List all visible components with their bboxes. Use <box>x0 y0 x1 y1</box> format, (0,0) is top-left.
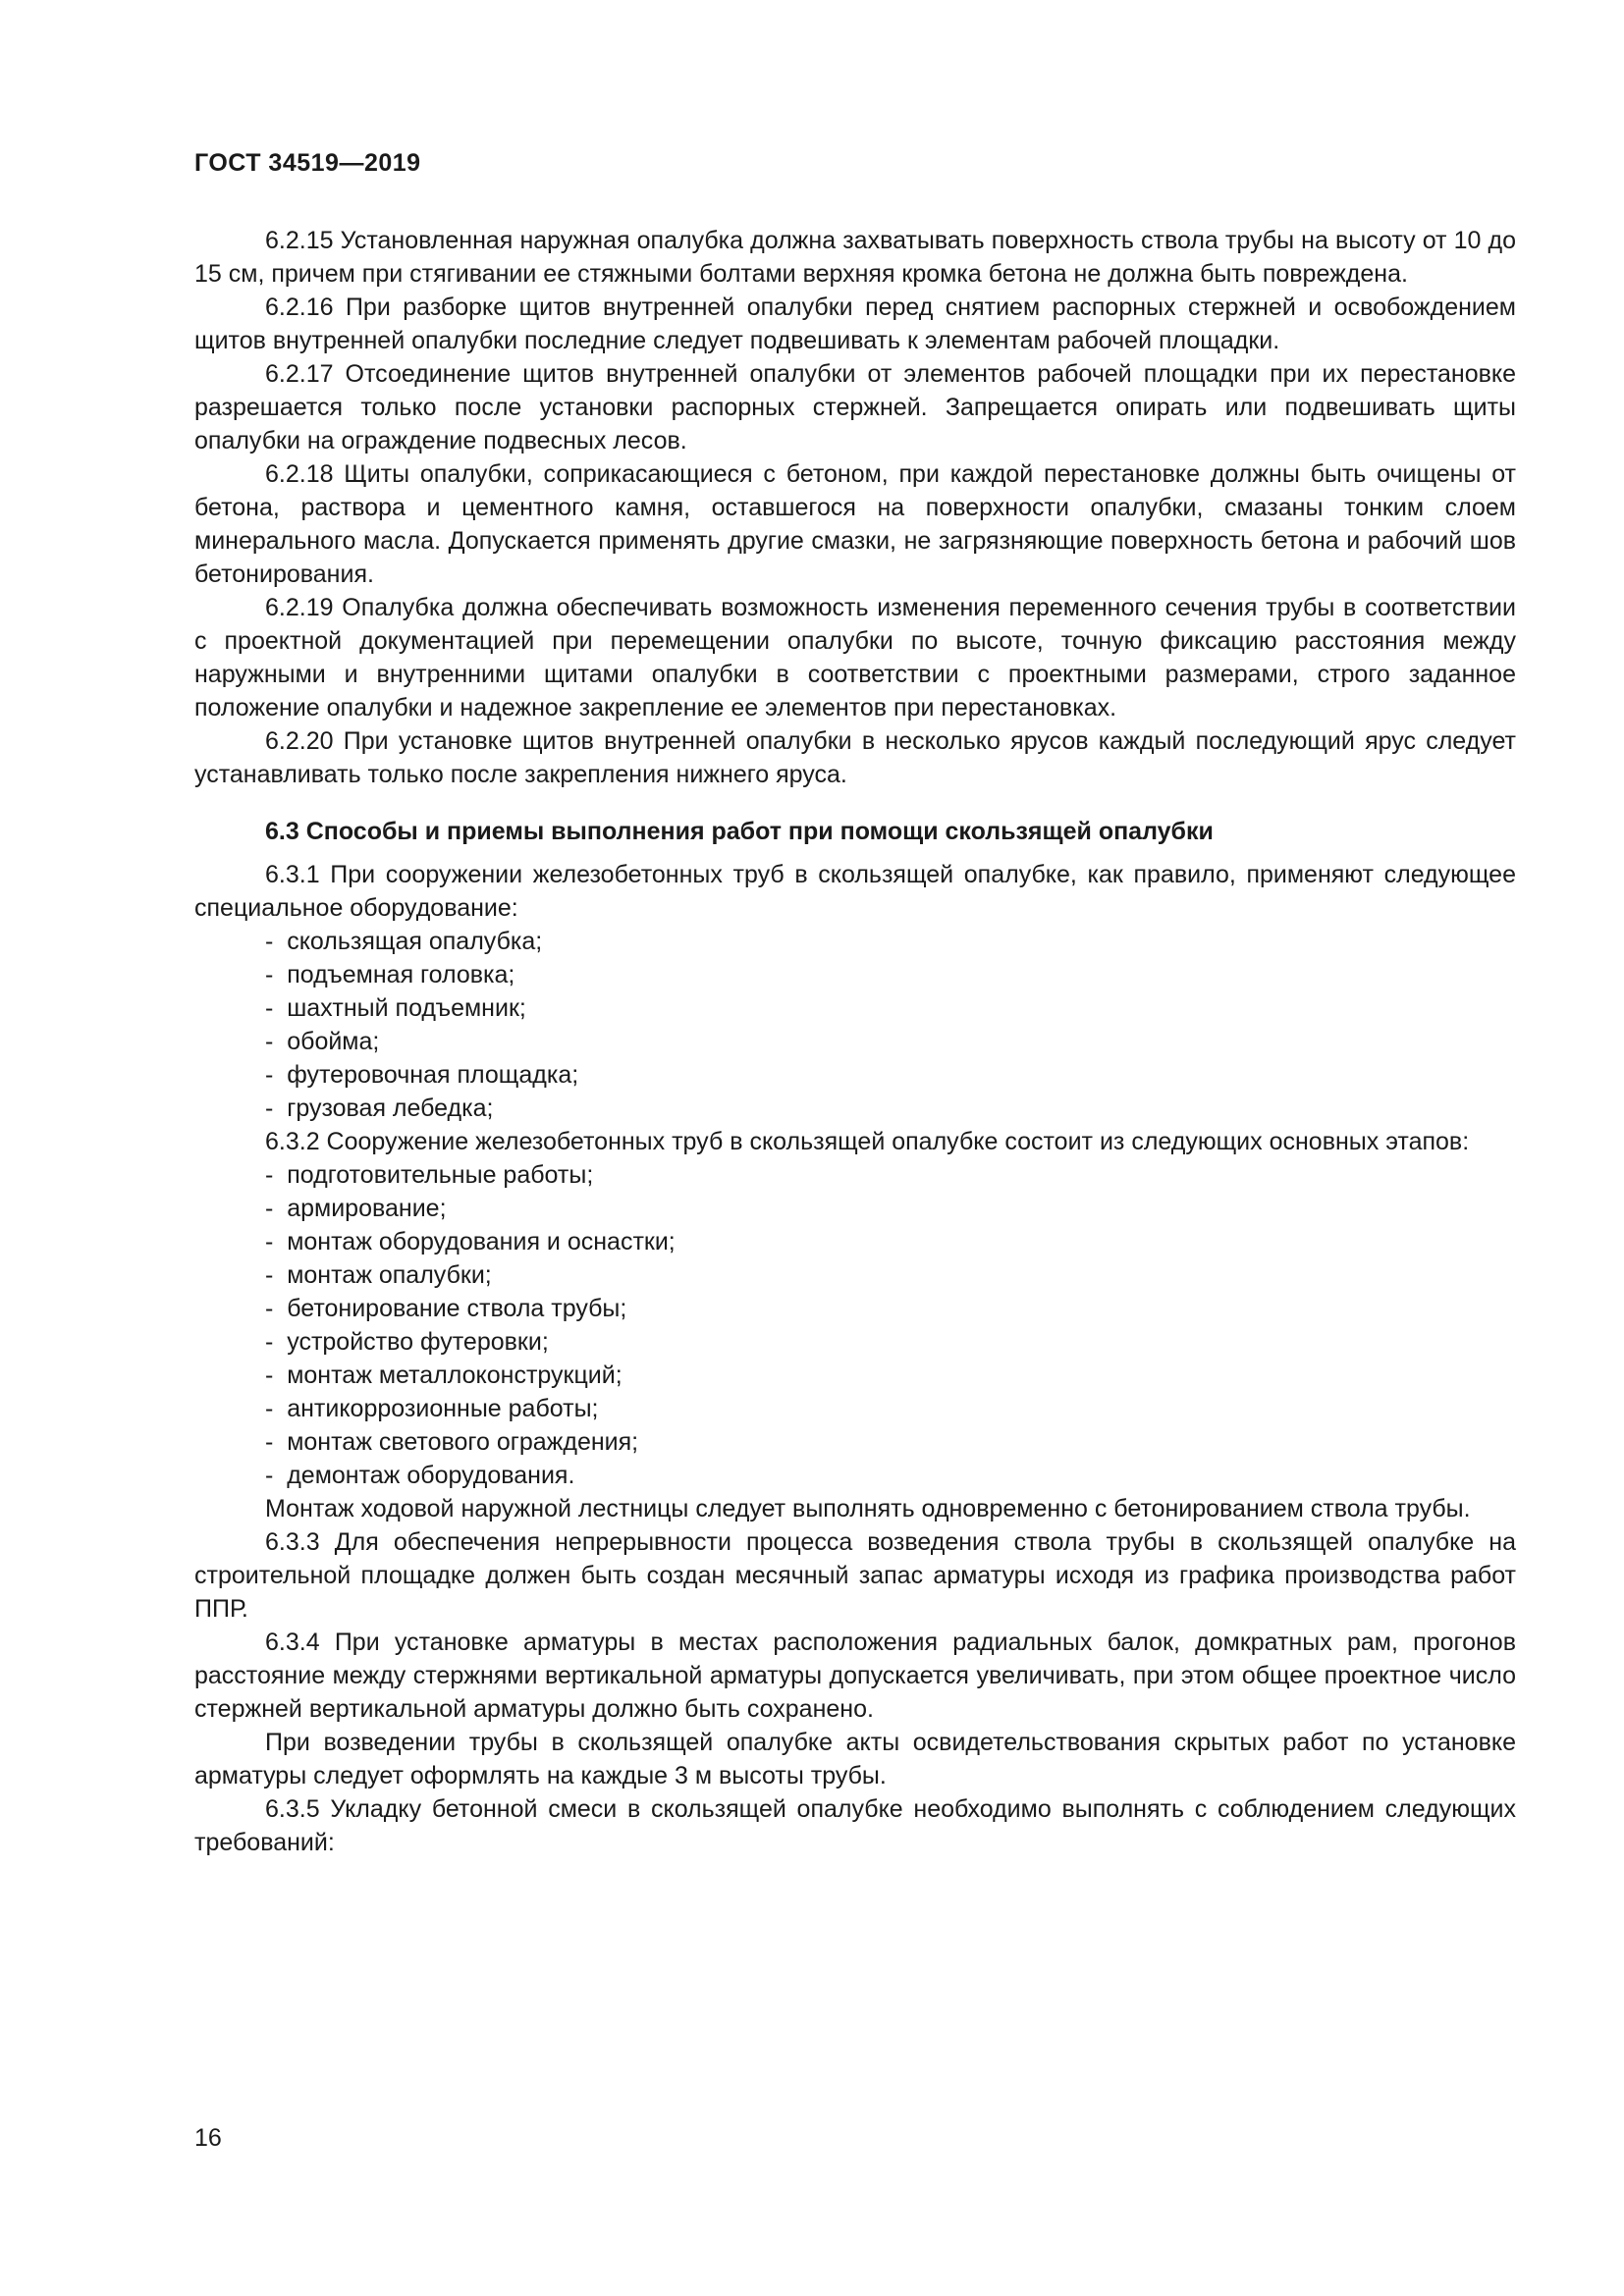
paragraph-6-2-19: 6.2.19 Опалубка должна обеспечивать возможность изменения переменного сечения трубы в соответствии с проектной документацией при перемещении опалубки по высоте, точную фиксацию расстояния между наружными и внутренними щитами опалубки в соответствии с проектными размерами, строго заданное положение опалубки и надежное закрепление ее элементов при перестановках. <box>194 594 1516 721</box>
list-item: - армирование; <box>265 1192 1516 1225</box>
stages-list <box>194 1158 1516 1492</box>
list-item: - бетонирование ствола трубы; <box>265 1292 1516 1325</box>
document-code-header: ГОСТ 34519—2019 <box>194 149 421 177</box>
list-item: - монтаж светового ограждения; <box>265 1425 1516 1459</box>
list-item: - грузовая лебедка; <box>265 1092 1516 1125</box>
section-heading-6-3: 6.3 Способы и приемы выполнения работ при помощи скользящей опалубки <box>265 818 1214 845</box>
list-item: - монтаж опалубки; <box>265 1258 1516 1292</box>
list-item: - демонтаж оборудования. <box>265 1459 1516 1492</box>
paragraph-6-2-18: 6.2.18 Щиты опалубки, соприкасающиеся с бетоном, при каждой перестановке должны быть очищены от бетона, раствора и цементного камня, оставшегося на поверхности опалубки, смазаны тонким слоем минерального масла. Допускается применять другие смазки, не загрязняющие поверхность бетона и рабочий шов бетонирования. <box>194 460 1516 588</box>
list-item: - монтаж металлоконструкций; <box>265 1359 1516 1392</box>
list-item: - скользящая опалубка; <box>265 925 1516 958</box>
list-item: - футеровочная площадка; <box>265 1058 1516 1092</box>
paragraph-6-3-3: 6.3.3 Для обеспечения непрерывности процесса возведения ствола трубы в скользящей опалубке на строительной площадке должен быть создан месячный запас арматуры исходя из графика производства работ ППР. <box>194 1528 1516 1623</box>
list-item: - антикоррозионные работы; <box>265 1392 1516 1425</box>
page-number: 16 <box>194 2124 222 2152</box>
paragraph-6-3-1: 6.3.1 При сооружении железобетонных труб в скользящей опалубке, как правило, применяют следующее специальное оборудование: <box>194 861 1516 922</box>
list-item: - обойма; <box>265 1025 1516 1058</box>
list-item: - подготовительные работы; <box>265 1158 1516 1192</box>
list-item: - шахтный подъемник; <box>265 991 1516 1025</box>
paragraph-6-2-17: 6.2.17 Отсоединение щитов внутренней опалубки от элементов рабочей площадки при их перестановке разрешается только после установки распорных стержней. Запрещается опирать или подвешивать щиты опалубки на ограждение подвесных лесов. <box>194 360 1516 454</box>
paragraph-6-3-4: 6.3.4 При установке арматуры в местах расположения радиальных балок, домкратных рам, прогонов расстояние между стержнями вертикальной арматуры допускается увеличивать, при этом общее проектное число стержней вертикальной арматуры должно быть сохранено. <box>194 1629 1516 1723</box>
document-body <box>194 224 1516 1859</box>
equipment-list <box>194 925 1516 1125</box>
paragraph-6-3-5: 6.3.5 Укладку бетонной смеси в скользящей опалубке необходимо выполнять с соблюдением следующих требований: <box>194 1795 1516 1856</box>
paragraph-hidden-works-acts: При возведении трубы в скользящей опалубке акты освидетельствования скрытых работ по установке арматуры следует оформлять на каждые 3 м высоты трубы. <box>194 1729 1516 1789</box>
paragraph-ladder-installation: Монтаж ходовой наружной лестницы следует выполнять одновременно с бетонированием ствола трубы. <box>265 1495 1471 1522</box>
paragraph-6-2-20: 6.2.20 При установке щитов внутренней опалубки в несколько ярусов каждый последующий ярус следует устанавливать только после закрепления нижнего яруса. <box>194 727 1516 788</box>
paragraph-6-2-16: 6.2.16 При разборке щитов внутренней опалубки перед снятием распорных стержней и освобождением щитов внутренней опалубки последние следует подвешивать к элементам рабочей площадки. <box>194 294 1516 354</box>
list-item: - монтаж оборудования и оснастки; <box>265 1225 1516 1258</box>
paragraph-6-3-2: 6.3.2 Сооружение железобетонных труб в скользящей опалубке состоит из следующих основных этапов: <box>265 1128 1470 1155</box>
list-item: - подъемная головка; <box>265 958 1516 991</box>
list-item: - устройство футеровки; <box>265 1325 1516 1359</box>
paragraph-6-2-15: 6.2.15 Установленная наружная опалубка должна захватывать поверхность ствола трубы на высоту от 10 до 15 см, причем при стягивании ее стяжными болтами верхняя кромка бетона не должна быть повреждена. <box>194 227 1516 288</box>
